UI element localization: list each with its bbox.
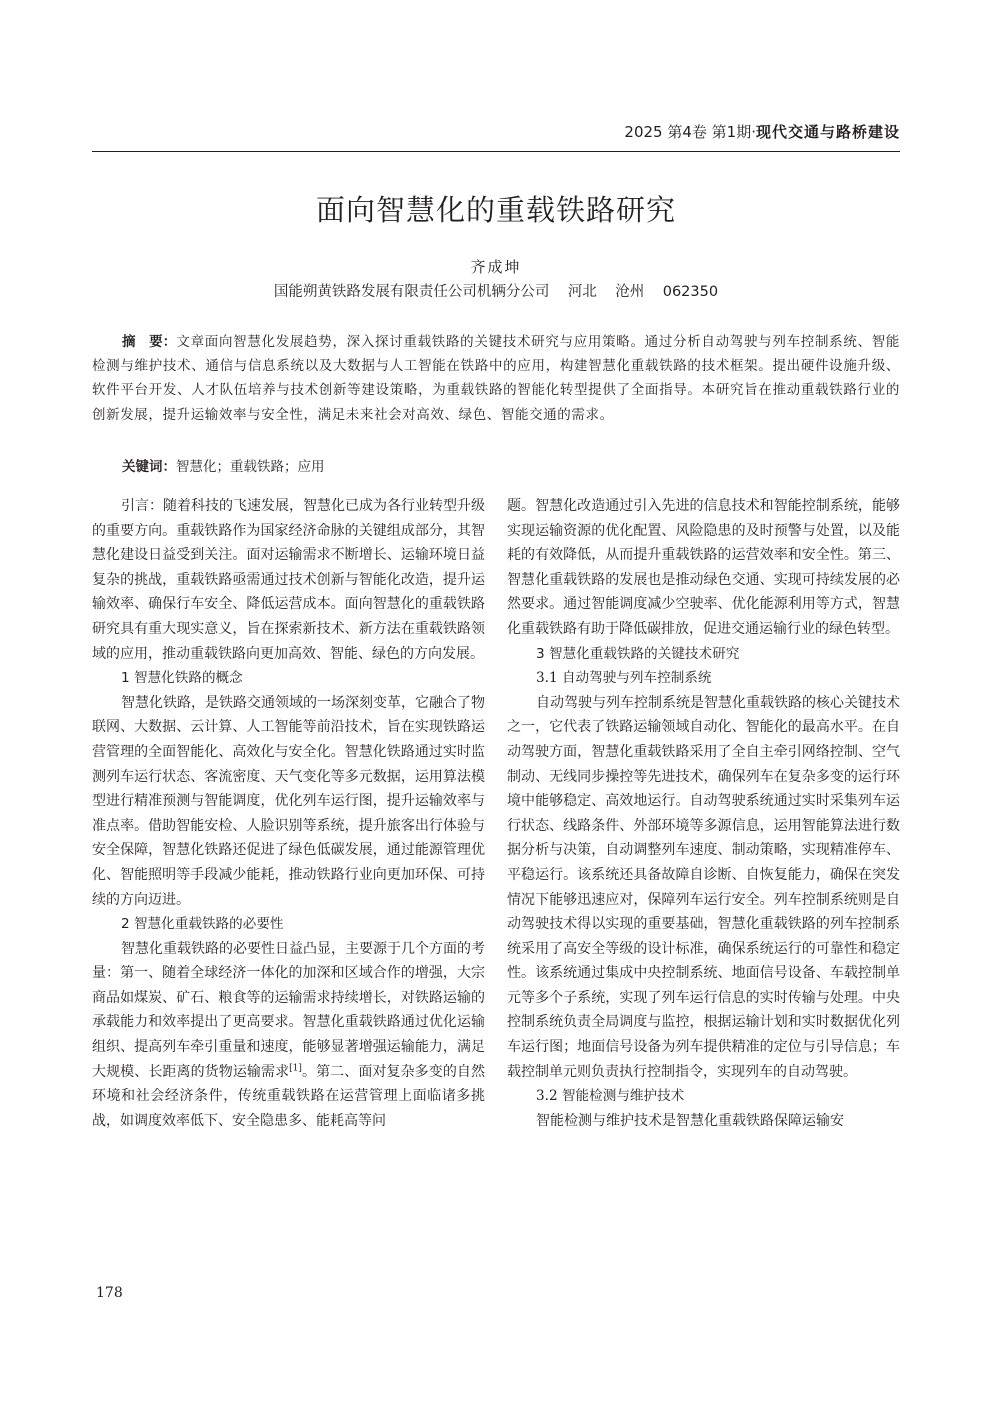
page-number: 178 [96,1285,123,1301]
right-column [507,494,900,1133]
keywords-label: 关键词： [122,459,176,475]
section-2-text-b: 。第二、面对复杂多变的自然环境和社会经济条件，传统重载铁路在运营管理上面临诸多挑战，如调度效率低下、安全隐患多、能耗高等问 [92,1063,486,1129]
header-rule [92,151,900,152]
running-header [624,121,900,143]
intro-paragraph: 引言：随着科技的飞速发展，智慧化已成为各行业转型升级的重要方向。重载铁路作为国家经济命脉的关键组成部分，其智慧化建设日益受到关注。面对运输需求不断增长、运输环境日益复杂的挑战，重载铁路亟需通过技术创新与智能化改造，提升运输效率、确保行车安全、降低运营成本。面向智慧化的重载铁路研究具有重大现实意义，旨在探索新技术、新方法在重载铁路领域的应用，推动重载铁路向更加高效、智能、绿色的方向发展。 [92,498,485,662]
subsection-3-2-paragraph: 智能检测与维护技术是智慧化重载铁路保障运输安 [536,1112,844,1129]
section-2-continuation: 题。智慧化改造通过引入先进的信息技术和智能控制系统，能够实现运输资源的优化配置、风险隐患的及时预警与处置，以及能耗的有效降低，从而提升重载铁路的运营效率和安全性。第三、智慧化重载铁路的发展也是推动绿色交通、实现可持续发展的必然要求。通过智能调度减少空驶率、优化能源利用等方式，智慧化重载铁路有助于降低碳排放，促进交通运输行业的绿色转型。 [507,498,900,637]
section-heading-3: 3 智慧化重载铁路的关键技术研究 [536,645,740,662]
abstract [92,330,900,427]
reference-marker: [1] [289,1063,302,1073]
section-heading-1: 1 智慧化铁路的概念 [121,670,243,687]
subsection-heading-3-1: 3.1 自动驾驶与列车控制系统 [536,670,712,687]
keywords-text: 智慧化；重载铁路；应用 [176,459,325,475]
left-column [92,494,485,1133]
keywords [122,456,325,478]
author-name: 齐成坤 [470,258,522,276]
abstract-label: 摘 要： [122,334,177,350]
journal-name: 现代交通与路桥建设 [755,123,900,141]
section-1-paragraph: 智慧化铁路，是铁路交通领域的一场深刻变革，它融合了物联网、大数据、云计算、人工智能等前沿技术，旨在实现铁路运营管理的全面智能化、高效化与安全化。智慧化铁路通过实时监测列车运行状态、客流密度、天气变化等多元数据，运用算法模型进行精准预测与智能调度，优化列车运行图，提升运输效率与准点率。借助智能安检、人脸识别等系统，提升旅客出行体验与安全保障，智慧化铁路还促进了绿色低碳发展，通过能源管理优化、智能照明等手段减少能耗，推动铁路行业向更加环保、可持续的方向迈进。 [92,694,485,908]
article-title: 面向智慧化的重载铁路研究 [315,193,676,227]
abstract-text: 文章面向智慧化发展趋势，深入探讨重载铁路的关键技术研究与应用策略。通过分析自动驾驶与列车控制系统、智能检测与维护技术、通信与信息系统以及大数据与人工智能在铁路中的应用，构建智慧化重载铁路的技术框架。提出硬件设施升级、软件平台开发、人才队伍培养与技术创新等建设策略，为重载铁路的智能化转型提供了全面指导。本研究旨在推动重载铁路行业的创新发展，提升运输效率与安全性，满足未来社会对高效、绿色、智能交通的需求。 [92,334,901,423]
section-2-text-a: 智慧化重载铁路的必要性日益凸显，主要源于几个方面的考量：第一、随着全球经济一体化的加深和区域合作的增强，大宗商品如煤炭、矿石、粮食等的运输需求持续增长，对铁路运输的承载能力和效率提出了更高要求。智慧化重载铁路通过优化运输组织、提高列车牵引重量和速度，能够显著增强运输能力，满足大规模、长距离的货物运输需求 [92,940,485,1080]
subsection-heading-3-2: 3.2 智能检测与维护技术 [536,1088,685,1105]
author-affiliation: 国能朔黄铁路发展有限责任公司机辆分公司 河北 沧州 062350 [273,284,719,300]
issue-info: 2025 第4卷 第1期· [624,123,756,141]
section-2-paragraph [92,937,485,1134]
section-heading-2: 2 智慧化重载铁路的必要性 [121,916,284,933]
subsection-3-1-paragraph: 自动驾驶与列车控制系统是智慧化重载铁路的核心关键技术之一，它代表了铁路运输领域自动化、智能化的最高水平。在自动驾驶方面，智慧化重载铁路采用了全自主牵引网络控制、空气制动、无线同步操控等先进技术，确保列车在复杂多变的运行环境中能够稳定、高效地运行。自动驾驶系统通过实时采集列车运行状态、线路条件、外部环境等多源信息，运用智能算法进行数据分析与决策，自动调整列车速度、制动策略，实现精准停车、平稳运行。该系统还具备故障自诊断、自恢复能力，确保在突发情况下能够迅速应对，保障列车运行安全。列车控制系统则是自动驾驶技术得以实现的重要基础，智慧化重载铁路的列车控制系统采用了高安全等级的设计标准，确保系统运行的可靠性和稳定性。该系统通过集成中央控制系统、地面信号设备、车载控制单元等多个子系统，实现了列车运行信息的实时传输与处理。中央控制系统负责全局调度与监控，根据运输计划和实时数据优化列车运行图；地面信号设备为列车提供精准的定位与引导信息；车载控制单元则负责执行控制指令，实现列车的自动驾驶。 [507,694,900,1080]
